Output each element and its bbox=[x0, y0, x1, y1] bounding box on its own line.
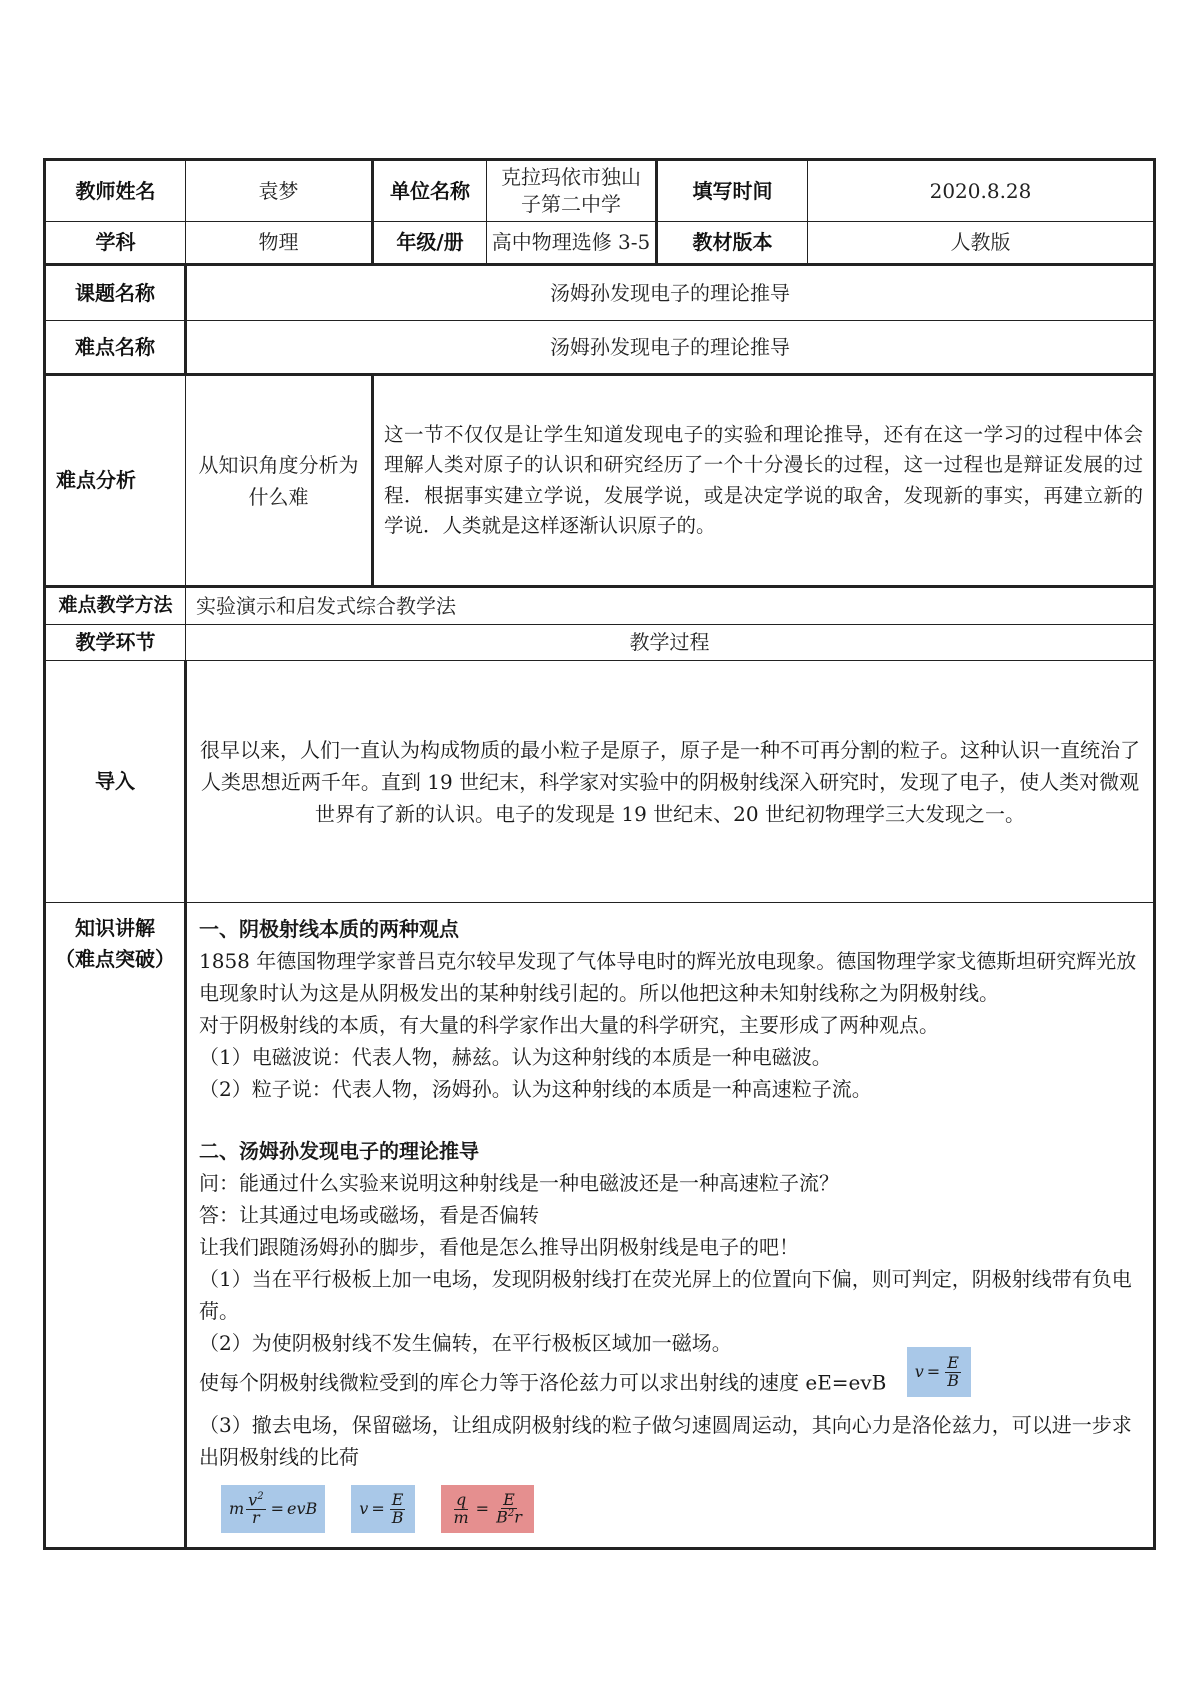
section1-paragraph: 1858 年德国物理学家普吕克尔较早发现了气体导电时的辉光放电现象。德国物理学家戈德斯坦研究辉光放电现象时认为这是从阴极发出的某种射线引起的。所以他把这种未知射线称之为阴极射线。 bbox=[199, 949, 1137, 1005]
answer-text: 答：让其通过电场或磁场，看是否偏转 bbox=[199, 1203, 539, 1227]
unit-value: 克拉玛依市独山子第二中学 bbox=[487, 160, 657, 222]
process-value: 教学过程 bbox=[186, 625, 1155, 661]
velocity-formula-2: v = $\frac{E}{B}$ bbox=[351, 1485, 415, 1533]
section2-paragraph: 让我们跟随汤姆孙的脚步，看他是怎么推导出阴极射线是电子的吧！ bbox=[199, 1235, 799, 1259]
difficulty-value: 汤姆孙发现电子的理论推导 bbox=[186, 321, 1155, 375]
knowledge-label-line1: 知识讲解 bbox=[75, 916, 155, 940]
date-value: 2020.8.28 bbox=[808, 160, 1155, 222]
method-label: 难点教学方法 bbox=[45, 587, 186, 625]
analysis-label: 难点分析 bbox=[45, 375, 186, 587]
section-gap bbox=[199, 1105, 1141, 1135]
topic-label: 课题名称 bbox=[45, 265, 186, 321]
knowledge-content bbox=[186, 903, 1155, 1549]
edition-value: 人教版 bbox=[808, 222, 1155, 265]
teacher-value: 袁梦 bbox=[186, 160, 373, 222]
section1-paragraph: （2）粒子说：代表人物，汤姆孙。认为这种射线的本质是一种高速粒子流。 bbox=[199, 1077, 872, 1101]
section2-paragraph: （2）为使阴极射线不发生偏转，在平行极板区域加一磁场。 bbox=[199, 1331, 732, 1355]
section2-paragraph: （1）当在平行极板上加一电场，发现阴极射线打在荧光屏上的位置向下偏，则可判定，阴极射线带有负电荷。 bbox=[199, 1267, 1132, 1323]
teacher-label: 教师姓名 bbox=[45, 160, 186, 222]
velocity-formula: v = $\frac{E}{B}$ bbox=[907, 1347, 971, 1397]
charge-mass-ratio-formula: $\frac{q}{m}$ = $\frac{E}{B^2r}$ bbox=[441, 1485, 533, 1533]
velocity-paragraph bbox=[199, 1352, 1141, 1409]
subject-value: 物理 bbox=[186, 222, 373, 265]
intro-label: 导入 bbox=[45, 661, 186, 903]
analysis-sub-label: 从知识角度分析为什么难 bbox=[186, 375, 373, 587]
section1-title: 一、阴极射线本质的两种观点 bbox=[199, 917, 459, 941]
section2-paragraph: （3）撤去电场，保留磁场，让组成阴极射线的粒子做匀速圆周运动，其向心力是洛伦兹力，可以进一步求出阴极射线的比荷 bbox=[199, 1413, 1132, 1469]
process-label: 教学环节 bbox=[45, 625, 186, 661]
grade-value: 高中物理选修 3-5 bbox=[487, 222, 657, 265]
date-label: 填写时间 bbox=[657, 160, 808, 222]
unit-label: 单位名称 bbox=[373, 160, 487, 222]
method-value: 实验演示和启发式综合教学法 bbox=[186, 587, 1155, 625]
question-text: 问：能通过什么实验来说明这种射线是一种电磁波还是一种高速粒子流？ bbox=[199, 1171, 839, 1195]
difficulty-label: 难点名称 bbox=[45, 321, 186, 375]
section1-paragraph: 对于阴极射线的本质，有大量的科学家作出大量的科学研究，主要形成了两种观点。 bbox=[199, 1013, 939, 1037]
topic-value: 汤姆孙发现电子的理论推导 bbox=[186, 265, 1155, 321]
analysis-text: 这一节不仅仅是让学生知道发现电子的实验和理论推导，还有在这一学习的过程中体会理解人类对原子的认识和研究经历了一个十分漫长的过程，这一过程也是辩证发展的过程．根据事实建立学说，发展学说，或是决定学说的取舍，发现新的事实，再建立新的学说．人类就是这样逐渐认识原子的。 bbox=[373, 375, 1155, 587]
subject-label: 学科 bbox=[45, 222, 186, 265]
intro-text: 很早以来，人们一直认为构成物质的最小粒子是原子，原子是一种不可再分割的粒子。这种认识一直统治了人类思想近两千年。直到 19 世纪末，科学家对实验中的阴极射线深入研究时，发现了电子，使人类对微观世界有了新的认识。电子的发现是 19 世纪末、20 世纪初物理学三大发现之一。 bbox=[186, 661, 1155, 903]
knowledge-label bbox=[45, 903, 186, 1549]
grade-label: 年级/册 bbox=[373, 222, 487, 265]
section2-title: 二、汤姆孙发现电子的理论推导 bbox=[199, 1139, 479, 1163]
section1-paragraph: （1）电磁波说：代表人物，赫兹。认为这种射线的本质是一种电磁波。 bbox=[199, 1045, 832, 1069]
formula-row bbox=[199, 1485, 1141, 1533]
edition-label: 教材版本 bbox=[657, 222, 808, 265]
knowledge-label-line2: （难点突破） bbox=[55, 947, 175, 971]
lesson-plan-table bbox=[43, 158, 1156, 1550]
velocity-text: 使每个阴极射线微粒受到的库仑力等于洛伦兹力可以求出射线的速度 eE=evB bbox=[199, 1370, 887, 1395]
centripetal-formula: m $\frac{v^2}{r}$ = evB bbox=[221, 1485, 325, 1533]
